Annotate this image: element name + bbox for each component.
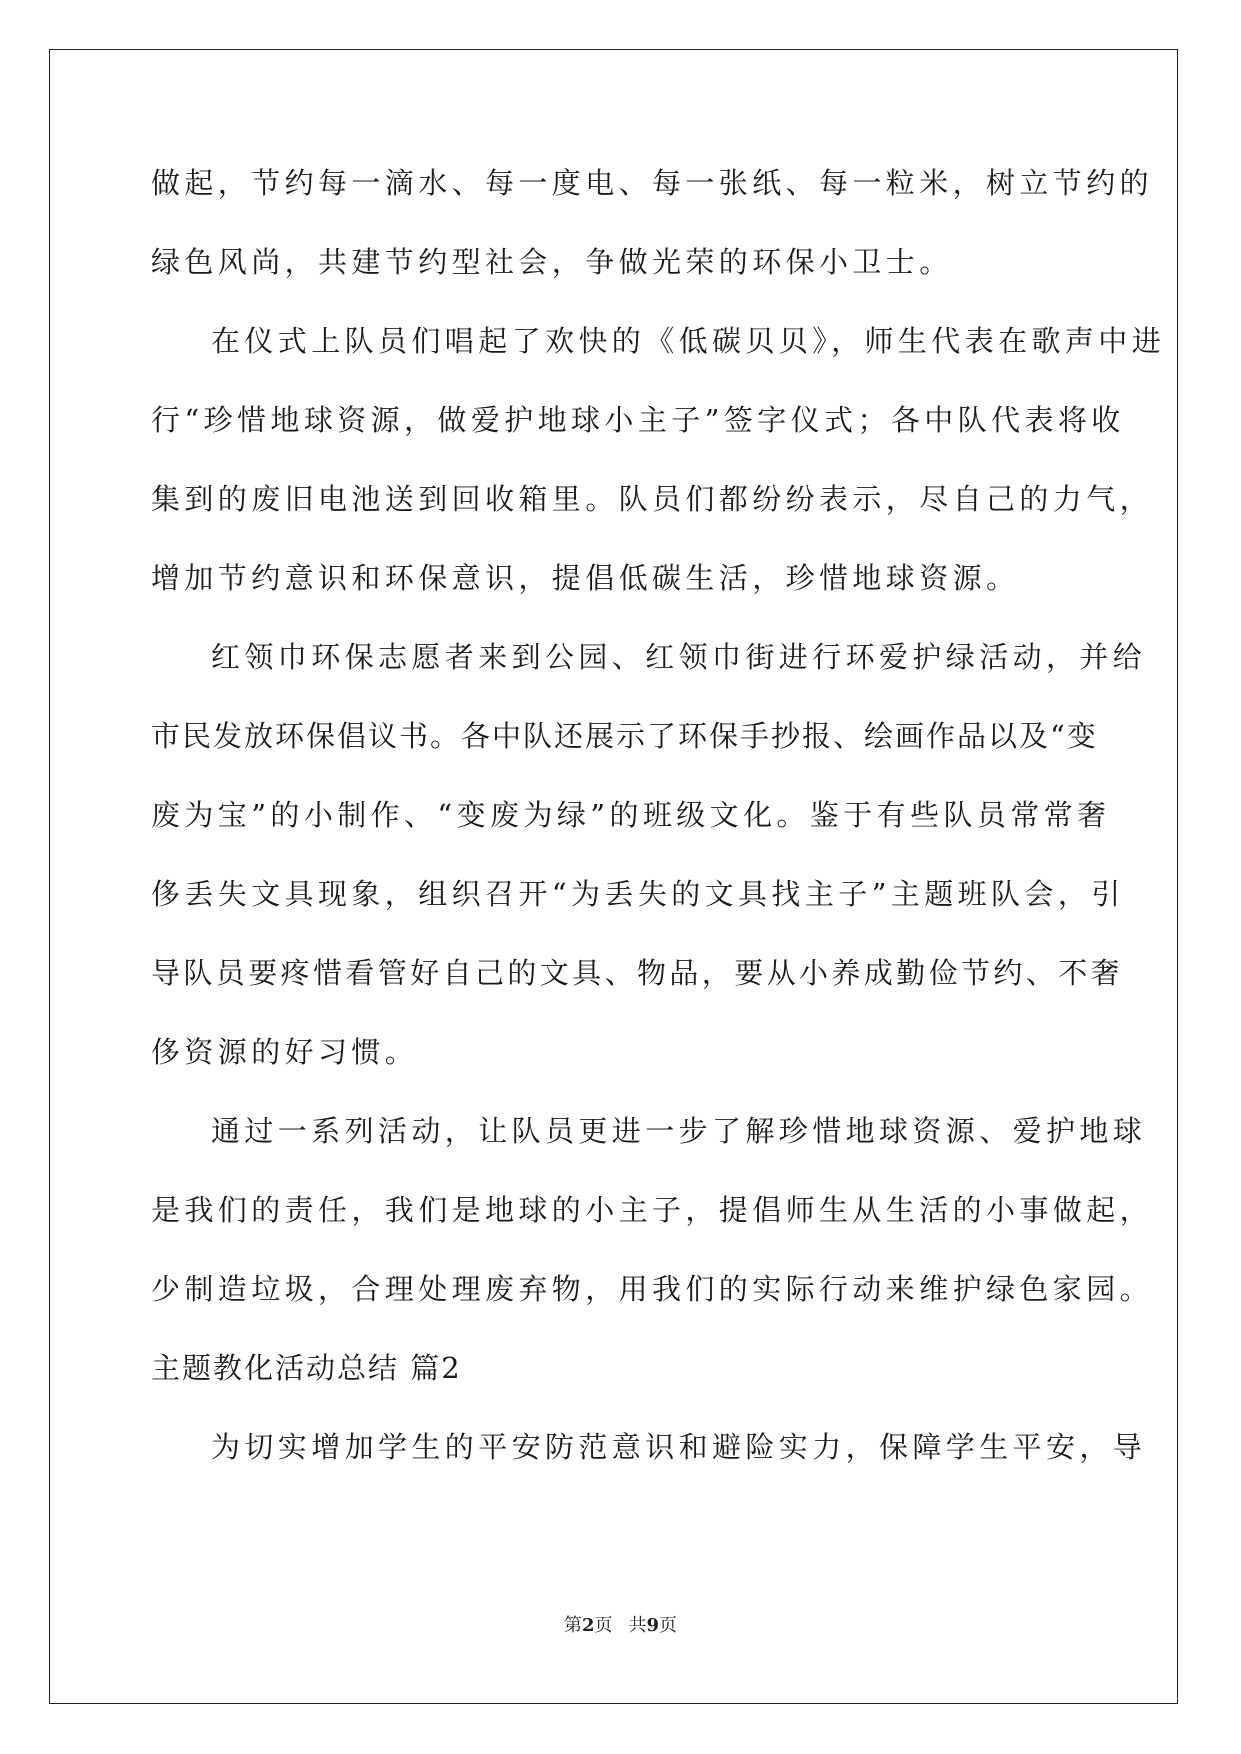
- page-prefix: 第: [563, 1615, 582, 1636]
- page-current: 2: [581, 1615, 595, 1636]
- text-line: 侈资源的好习惯。: [151, 1035, 419, 1069]
- total-suffix: 页: [659, 1615, 678, 1636]
- paragraph-start-line: 红领巾环保志愿者来到公园、红领巾街进行环爱护绿活动，并给: [211, 640, 1147, 674]
- page-suffix: 页: [594, 1615, 613, 1636]
- text-line: 增加节约意识和环保意识，提倡低碳生活，珍惜地球资源。: [151, 561, 1020, 595]
- paragraph-start-line: 为切实增加学生的平安防范意识和避险实力，保障学生平安，导: [211, 1430, 1147, 1464]
- text-line: 废为宝”的小制作、“变废为绿”的班级文化。鉴于有些队员常常奢: [151, 798, 1111, 832]
- text-line: 是我们的责任，我们是地球的小主子，提倡师生从生活的小事做起，: [151, 1193, 1154, 1227]
- text-line: 绿色风尚，共建节约型社会，争做光荣的环保小卫士。: [151, 245, 953, 279]
- text-line: 集到的废旧电池送到回收箱里。队员们都纷纷表示，尽自己的力气，: [151, 482, 1154, 516]
- text-line: 导队员要疼惜看管好自己的文具、物品，要从小养成勤俭节约、不奢: [151, 956, 1124, 990]
- text-line: 少制造垃圾，合理处理废弃物，用我们的实际行动来维护绿色家园。: [151, 1272, 1154, 1306]
- text-line: 侈丢失文具现象，组织召开“为丢失的文具找主子”主题班队会，引: [151, 877, 1125, 911]
- text-line: 做起，节约每一滴水、每一度电、每一张纸、每一粒米，树立节约的: [151, 166, 1154, 200]
- total-prefix: 共: [628, 1615, 647, 1636]
- page-footer: [0, 1614, 1241, 1638]
- section-heading: 主题教化活动总结 篇2: [151, 1351, 462, 1385]
- text-line: 行“珍惜地球资源，做爱护地球小主子”签字仪式；各中队代表将收: [151, 403, 1125, 437]
- paragraph-start-line: 通过一系列活动，让队员更进一步了解珍惜地球资源、爱护地球: [211, 1114, 1147, 1148]
- page-total: 9: [646, 1615, 660, 1636]
- paragraph-start-line: 在仪式上队员们唱起了欢快的《低碳贝贝》，师生代表在歌声中进: [211, 324, 1166, 358]
- text-line: 市民发放环保倡议书。各中队还展示了环保手抄报、绘画作品以及“变: [151, 719, 1098, 753]
